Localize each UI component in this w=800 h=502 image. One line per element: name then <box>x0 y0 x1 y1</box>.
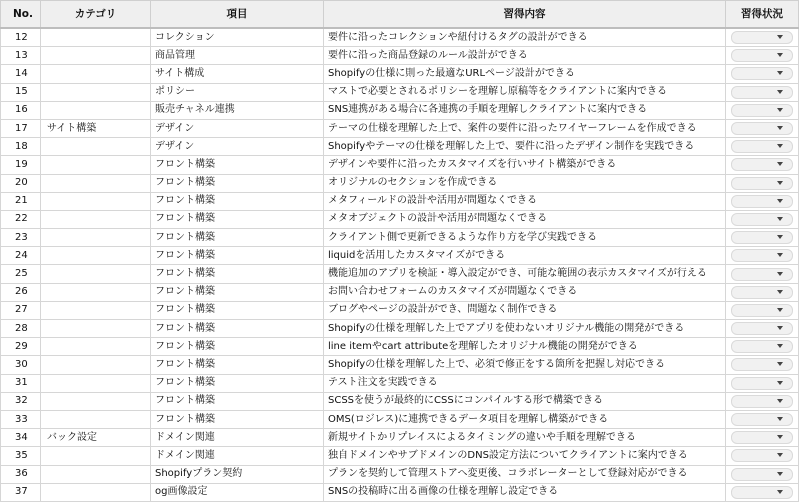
status-cell <box>726 138 799 156</box>
item-cell[interactable]: フロント構築 <box>151 338 324 356</box>
table-row <box>1 374 799 392</box>
content-cell[interactable]: SNSの投稿時に出る画像の仕様を理解し設定できる <box>324 483 726 501</box>
content-cell[interactable]: メタオブジェクトの設計や活用が問題なくできる <box>324 210 726 228</box>
table-row <box>1 320 799 338</box>
status-dropdown[interactable] <box>731 377 793 390</box>
row-number-cell[interactable]: 12 <box>1 28 41 47</box>
item-cell[interactable]: フロント構築 <box>151 410 324 428</box>
status-cell <box>726 65 799 83</box>
content-cell[interactable]: 機能追加のアプリを検証・導入設定ができ、可能な範囲の表示カスタマイズが行える <box>324 265 726 283</box>
item-cell[interactable]: 商品管理 <box>151 47 324 65</box>
table-row <box>1 28 799 47</box>
row-number-cell[interactable]: 15 <box>1 83 41 101</box>
status-cell <box>726 229 799 247</box>
row-number-cell[interactable]: 18 <box>1 138 41 156</box>
table-row <box>1 210 799 228</box>
row-number-cell[interactable]: 17 <box>1 119 41 137</box>
row-number-cell[interactable]: 23 <box>1 229 41 247</box>
status-cell <box>726 392 799 410</box>
chevron-down-icon <box>777 126 783 130</box>
item-cell[interactable]: フロント構築 <box>151 265 324 283</box>
chevron-down-icon <box>777 253 783 257</box>
table-row <box>1 338 799 356</box>
content-cell[interactable]: 新規サイトかリプレイスによるタイミングの違いや手順を理解できる <box>324 429 726 447</box>
row-number-cell[interactable]: 14 <box>1 65 41 83</box>
chevron-down-icon <box>777 53 783 57</box>
row-number-cell[interactable]: 35 <box>1 447 41 465</box>
status-cell <box>726 156 799 174</box>
content-cell[interactable]: ブログやページの設計ができ、問題なく制作できる <box>324 301 726 319</box>
row-number-cell[interactable]: 31 <box>1 374 41 392</box>
row-number-cell[interactable]: 37 <box>1 483 41 501</box>
status-cell <box>726 410 799 428</box>
chevron-down-icon <box>777 272 783 276</box>
status-cell <box>726 83 799 101</box>
item-cell[interactable]: フロント構築 <box>151 210 324 228</box>
status-cell <box>726 301 799 319</box>
table-row <box>1 283 799 301</box>
status-cell <box>726 101 799 119</box>
category-cell[interactable] <box>41 229 151 247</box>
row-number-cell[interactable]: 33 <box>1 410 41 428</box>
content-cell[interactable]: 要件に沿ったコレクションや紐付けるタグの設計ができる <box>324 28 726 47</box>
table-row <box>1 229 799 247</box>
status-dropdown[interactable] <box>731 195 793 208</box>
chevron-down-icon <box>777 71 783 75</box>
item-cell[interactable]: フロント構築 <box>151 320 324 338</box>
content-cell[interactable]: メタフィールドの設計や活用が問題なくできる <box>324 192 726 210</box>
status-dropdown[interactable] <box>731 177 793 190</box>
table-row <box>1 119 799 137</box>
content-cell[interactable]: OMS(ロジレス)に連携できるデータ項目を理解し構築ができる <box>324 410 726 428</box>
status-dropdown[interactable] <box>731 286 793 299</box>
row-number-cell[interactable]: 27 <box>1 301 41 319</box>
status-dropdown[interactable] <box>731 249 793 262</box>
status-cell <box>726 28 799 47</box>
item-cell[interactable]: デザイン <box>151 119 324 137</box>
content-cell[interactable]: Shopifyやテーマの仕様を理解した上で、要件に沿ったデザイン制作を実践できる <box>324 138 726 156</box>
item-cell[interactable]: フロント構築 <box>151 283 324 301</box>
item-cell[interactable]: フロント構築 <box>151 174 324 192</box>
status-cell <box>726 356 799 374</box>
table-row <box>1 138 799 156</box>
chevron-down-icon <box>777 381 783 385</box>
table-row <box>1 174 799 192</box>
status-dropdown[interactable] <box>731 122 793 135</box>
chevron-down-icon <box>777 199 783 203</box>
status-dropdown[interactable] <box>731 31 793 44</box>
category-cell[interactable] <box>41 374 151 392</box>
content-cell[interactable]: プランを契約して管理ストアへ変更後、コラボレーターとして登録対応ができる <box>324 465 726 483</box>
item-cell[interactable]: ドメイン関連 <box>151 429 324 447</box>
column-header-category[interactable]: カテゴリ <box>41 1 151 29</box>
category-cell[interactable] <box>41 156 151 174</box>
content-cell[interactable]: お問い合わせフォームのカスタマイズが問題なくできる <box>324 283 726 301</box>
row-number-cell[interactable]: 28 <box>1 320 41 338</box>
content-cell[interactable]: SCSSを使うが最終的にCSSにコンパイルする形で構築できる <box>324 392 726 410</box>
status-dropdown[interactable] <box>731 104 793 117</box>
row-number-cell[interactable]: 34 <box>1 429 41 447</box>
table-row <box>1 392 799 410</box>
item-cell[interactable]: デザイン <box>151 138 324 156</box>
table-header <box>1 1 799 29</box>
chevron-down-icon <box>777 181 783 185</box>
table-row <box>1 483 799 501</box>
item-cell[interactable]: フロント構築 <box>151 374 324 392</box>
chevron-down-icon <box>777 344 783 348</box>
category-cell[interactable] <box>41 83 151 101</box>
status-cell <box>726 192 799 210</box>
row-number-cell[interactable]: 16 <box>1 101 41 119</box>
category-cell[interactable] <box>41 356 151 374</box>
category-cell[interactable] <box>41 65 151 83</box>
table-row <box>1 65 799 83</box>
status-cell <box>726 447 799 465</box>
status-dropdown[interactable] <box>731 49 793 62</box>
row-number-cell[interactable]: 22 <box>1 210 41 228</box>
table-row <box>1 156 799 174</box>
category-cell[interactable] <box>41 447 151 465</box>
item-cell[interactable]: フロント構築 <box>151 156 324 174</box>
table-row <box>1 465 799 483</box>
content-cell[interactable]: オリジナルのセクションを作成できる <box>324 174 726 192</box>
status-dropdown[interactable] <box>731 395 793 408</box>
status-cell <box>726 465 799 483</box>
chevron-down-icon <box>777 290 783 294</box>
table-row <box>1 101 799 119</box>
status-cell <box>726 47 799 65</box>
row-number-cell[interactable]: 32 <box>1 392 41 410</box>
row-number-cell[interactable]: 19 <box>1 156 41 174</box>
item-cell[interactable]: フロント構築 <box>151 192 324 210</box>
content-cell[interactable]: テスト注文を実践できる <box>324 374 726 392</box>
category-cell[interactable] <box>41 320 151 338</box>
status-cell <box>726 119 799 137</box>
row-number-cell[interactable]: 25 <box>1 265 41 283</box>
status-cell <box>726 374 799 392</box>
chevron-down-icon <box>777 308 783 312</box>
chevron-down-icon <box>777 399 783 403</box>
table-row <box>1 47 799 65</box>
chevron-down-icon <box>777 162 783 166</box>
chevron-down-icon <box>777 35 783 39</box>
status-dropdown[interactable] <box>731 213 793 226</box>
content-cell[interactable]: 要件に沿った商品登録のルール設計ができる <box>324 47 726 65</box>
content-cell[interactable]: マストで必要とされるポリシーを理解し原稿等をクライアントに案内できる <box>324 83 726 101</box>
category-cell[interactable] <box>41 483 151 501</box>
row-number-cell[interactable]: 21 <box>1 192 41 210</box>
content-cell[interactable]: デザインや要件に沿ったカスタマイズを行いサイト構築ができる <box>324 156 726 174</box>
row-number-cell[interactable]: 26 <box>1 283 41 301</box>
chevron-down-icon <box>777 90 783 94</box>
category-cell[interactable] <box>41 47 151 65</box>
item-cell[interactable]: og画像設定 <box>151 483 324 501</box>
table-row <box>1 247 799 265</box>
status-dropdown[interactable] <box>731 340 793 353</box>
category-cell[interactable] <box>41 101 151 119</box>
chevron-down-icon <box>777 490 783 494</box>
item-cell[interactable]: フロント構築 <box>151 356 324 374</box>
status-cell <box>726 247 799 265</box>
row-number-cell[interactable]: 20 <box>1 174 41 192</box>
content-cell[interactable]: Shopifyの仕様に則った最適なURLページ設計ができる <box>324 65 726 83</box>
item-cell[interactable]: フロント構築 <box>151 392 324 410</box>
category-cell[interactable] <box>41 174 151 192</box>
category-cell[interactable]: バック設定 <box>41 429 151 447</box>
chevron-down-icon <box>777 144 783 148</box>
table-row <box>1 192 799 210</box>
item-cell[interactable]: フロント構築 <box>151 301 324 319</box>
category-cell[interactable] <box>41 283 151 301</box>
row-number-cell[interactable]: 13 <box>1 47 41 65</box>
status-dropdown[interactable] <box>731 413 793 426</box>
status-dropdown[interactable] <box>731 358 793 371</box>
status-dropdown[interactable] <box>731 322 793 335</box>
content-cell[interactable]: liquidを活用したカスタマイズができる <box>324 247 726 265</box>
table-row <box>1 447 799 465</box>
row-number-cell[interactable]: 30 <box>1 356 41 374</box>
content-cell[interactable]: Shopifyの仕様を理解した上でアプリを使わないオリジナル機能の開発ができる <box>324 320 726 338</box>
status-cell <box>726 174 799 192</box>
status-dropdown[interactable] <box>731 468 793 481</box>
status-cell <box>726 210 799 228</box>
status-dropdown[interactable] <box>731 67 793 80</box>
category-cell[interactable] <box>41 138 151 156</box>
status-cell <box>726 483 799 501</box>
status-dropdown[interactable] <box>731 304 793 317</box>
chevron-down-icon <box>777 453 783 457</box>
chevron-down-icon <box>777 326 783 330</box>
chevron-down-icon <box>777 472 783 476</box>
status-dropdown[interactable] <box>731 231 793 244</box>
item-cell[interactable]: ポリシー <box>151 83 324 101</box>
category-cell[interactable] <box>41 301 151 319</box>
table-row <box>1 301 799 319</box>
status-cell <box>726 429 799 447</box>
content-cell[interactable]: クライアント側で更新できるような作り方を学び実践できる <box>324 229 726 247</box>
item-cell[interactable]: Shopifyプラン契約 <box>151 465 324 483</box>
category-cell[interactable] <box>41 192 151 210</box>
category-cell[interactable] <box>41 247 151 265</box>
status-cell <box>726 265 799 283</box>
table-row <box>1 265 799 283</box>
content-cell[interactable]: line itemやcart attributeを理解したオリジナル機能の開発ができる <box>324 338 726 356</box>
status-cell <box>726 320 799 338</box>
chevron-down-icon <box>777 108 783 112</box>
row-number-cell[interactable]: 29 <box>1 338 41 356</box>
category-cell[interactable]: サイト構築 <box>41 119 151 137</box>
item-cell[interactable]: ドメイン関連 <box>151 447 324 465</box>
row-number-cell[interactable]: 36 <box>1 465 41 483</box>
category-cell[interactable] <box>41 210 151 228</box>
status-dropdown[interactable] <box>731 431 793 444</box>
status-dropdown[interactable] <box>731 86 793 99</box>
status-cell <box>726 283 799 301</box>
table-row <box>1 356 799 374</box>
category-cell[interactable] <box>41 465 151 483</box>
column-header-no[interactable]: No. <box>1 1 41 29</box>
item-cell[interactable]: 販売チャネル連携 <box>151 101 324 119</box>
item-cell[interactable]: フロント構築 <box>151 229 324 247</box>
status-dropdown[interactable] <box>731 486 793 499</box>
content-cell[interactable]: Shopifyの仕様を理解した上で、必須で修正をする箇所を把握し対応できる <box>324 356 726 374</box>
table-row <box>1 410 799 428</box>
column-header-content[interactable]: 習得内容 <box>324 1 726 29</box>
item-cell[interactable]: コレクション <box>151 28 324 47</box>
status-dropdown[interactable] <box>731 268 793 281</box>
category-cell[interactable] <box>41 28 151 47</box>
chevron-down-icon <box>777 217 783 221</box>
status-dropdown[interactable] <box>731 449 793 462</box>
category-cell[interactable] <box>41 410 151 428</box>
header-row <box>1 1 799 29</box>
item-cell[interactable]: フロント構築 <box>151 247 324 265</box>
row-number-cell[interactable]: 24 <box>1 247 41 265</box>
content-cell[interactable]: 独自ドメインやサブドメインのDNS設定方法についてクライアントに案内できる <box>324 447 726 465</box>
category-cell[interactable] <box>41 392 151 410</box>
column-header-item[interactable]: 項目 <box>151 1 324 29</box>
content-cell[interactable]: テーマの仕様を理解した上で、案件の要件に沿ったワイヤーフレームを作成できる <box>324 119 726 137</box>
content-cell[interactable]: SNS連携がある場合に各連携の手順を理解しクライアントに案内できる <box>324 101 726 119</box>
chevron-down-icon <box>777 417 783 421</box>
table-body <box>1 28 799 501</box>
chevron-down-icon <box>777 435 783 439</box>
chevron-down-icon <box>777 362 783 366</box>
category-cell[interactable] <box>41 338 151 356</box>
status-dropdown[interactable] <box>731 158 793 171</box>
chevron-down-icon <box>777 235 783 239</box>
category-cell[interactable] <box>41 265 151 283</box>
status-cell <box>726 338 799 356</box>
table-row <box>1 429 799 447</box>
table-row <box>1 83 799 101</box>
column-header-status[interactable]: 習得状況 <box>726 1 799 29</box>
item-cell[interactable]: サイト構成 <box>151 65 324 83</box>
status-dropdown[interactable] <box>731 140 793 153</box>
